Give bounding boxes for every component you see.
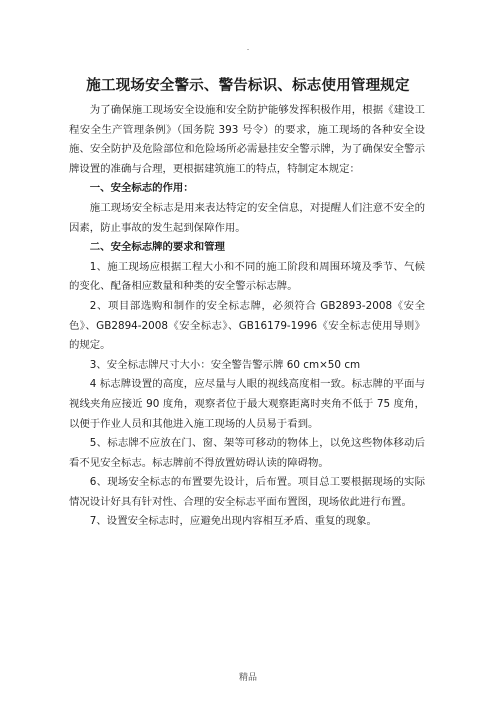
paragraph-purpose: 施工现场安全标志是用来表达特定的安全信息，对提醒人们注意不安全的因素，防止事故的发生起到保障作用。	[69, 201, 425, 234]
page-top-mark: .	[246, 43, 250, 52]
rule-item-5: 5、标志牌不应放在门、窗、架等可移动的物体上，以免这些物体移动后看不见安全标志。标志牌前不得放置妨碍认读的障碍物。	[69, 437, 425, 469]
rule-item-2: 2、项目部选购和制作的安全标志牌，必须符合 GB2893-2008《安全色》、GB2894-2008《安全标志》、GB16179-1996《安全标志使用导则》的规定。	[69, 299, 425, 352]
rule-item-3: 3、安全标志牌尺寸大小：安全警告警示牌 60 cm×50 cm	[89, 358, 361, 371]
rule-item-7: 7、设置安全标志时，应避免出现内容相互矛盾、重复的现象。	[89, 515, 377, 528]
document-body	[69, 101, 425, 532]
document-title: 施工现场安全警示、警告标识、标志使用管理规定	[86, 77, 410, 94]
intro-paragraph: 为了确保施工现场安全设施和安全防护能够发挥积极作用，根据《建设工程安全生产管理条例》（国务院 393 号令）的要求，施工现场的各种安全设施、安全防护及危险部位和危险场所必需悬挂安全警示牌，为了确保安全警示牌设置的准确与合理，更根据建筑施工的特点，特制定本规定：	[69, 104, 425, 175]
page-footer: 精品	[238, 673, 257, 683]
rule-item-6: 6、现场安全标志的布置要先设计，后布置。项目总工要根据现场的实际情况设计好具有针对性、合理的安全标志平面布置图，现场依此进行布置。	[69, 476, 425, 508]
rule-item-1: 1、施工现场应根据工程大小和不同的施工阶段和周围环境及季节、气候的变化、配备相应数量和种类的安全警示标志牌。	[69, 260, 425, 293]
section-heading-requirements: 二、安全标志牌的要求和管理	[89, 241, 225, 254]
rule-item-4: 4 标志牌设置的高度，应尽量与人眼的视线高度相一致。标志牌的平面与视线夹角应接近 90 度角，观察者位于最大观察距离时夹角不低于 75 度角，以便于作业人员和其他进入施工现场的人员易于看到。	[69, 378, 425, 430]
section-heading-purpose: 一、安全标志的作用：	[89, 182, 194, 195]
